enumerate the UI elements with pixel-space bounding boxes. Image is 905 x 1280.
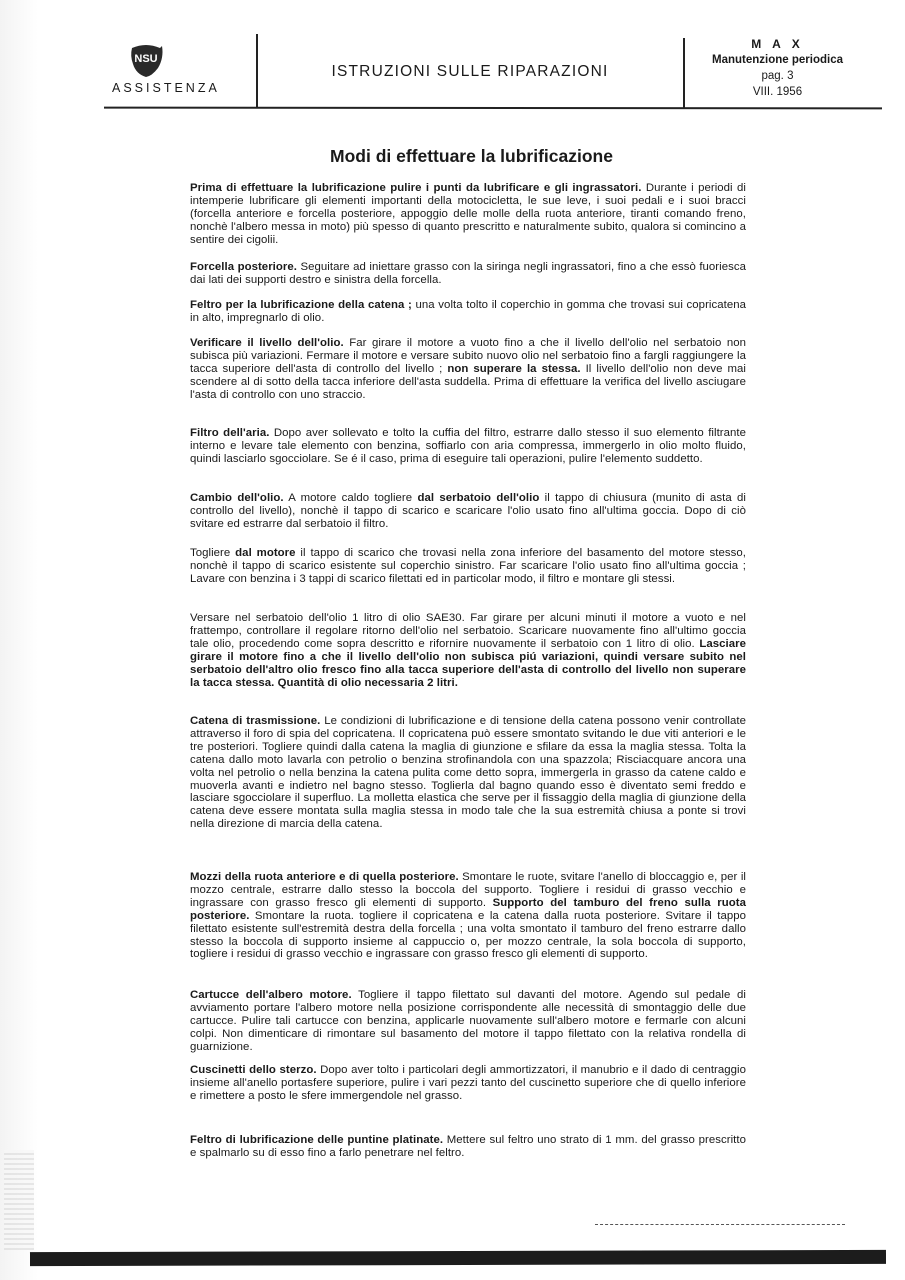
paragraph bbox=[190, 427, 746, 466]
paragraph-text: una volta tolto il coperchio in gomma che trovasi sui copricatena in alto, impregnarlo di olio. bbox=[190, 299, 746, 324]
header-title: ISTRUZIONI SULLE RIPARAZIONI bbox=[331, 63, 609, 80]
bold-heading-text: Mozzi della ruota anteriore e di quella posteriore. bbox=[190, 871, 459, 883]
header-divider bbox=[683, 38, 685, 108]
paragraph-text: Far girare il motore a vuoto fino a che il livello dell'olio nel serbatoio non subisca più variazioni. Fermare il motore e versare subito nuovo olio nel serbatoio fino a fargli raggiungere la tacca superiore dell'asta di controllo del livello ; bbox=[190, 337, 747, 375]
paragraph-text: Togliere il tappo filettato sul davanti del motore. Agendo sul pedale di avviamento portare l'albero motore nella posizione corrispondente alle necessità di smontaggio delle due cartucce. Pulire tali cartucce con benzina, applicarle nuovamente sull'albero motore e fermarle con alcuni colpi. Non dimenticare di rimontare sul basamento del motore il tappo filettato con la relativa rondella di guarnizione. bbox=[190, 989, 746, 1053]
bold-heading-text: Verificare il livello dell'olio. bbox=[190, 337, 344, 349]
bold-heading-text: Supporto del tamburo del freno sulla ruota posteriore. bbox=[190, 896, 746, 922]
bold-heading-text: Cuscinetti dello sterzo. bbox=[190, 1064, 317, 1076]
paragraph bbox=[190, 299, 746, 325]
paragraph bbox=[190, 871, 746, 961]
bold-heading-text: dal serbatoio dell'olio bbox=[417, 492, 540, 504]
scan-edge bbox=[0, 0, 38, 1280]
page-number: pag. 3 bbox=[761, 70, 794, 82]
paragraph bbox=[190, 1134, 746, 1160]
scan-bottom-edge bbox=[30, 1250, 886, 1266]
issue-date: VIII. 1956 bbox=[752, 86, 803, 98]
bold-heading-text: Cambio dell'olio. bbox=[190, 492, 284, 504]
paragraph-text: A motore caldo togliere bbox=[283, 492, 418, 504]
paragraph-text: Il livello dell'olio non deve mai scendere al di sotto della tacca inferiore dell'asta suddella. Prima di effettuare la verifica del livello asciugare l'asta di controllo con uno straccio. bbox=[190, 362, 746, 401]
paragraph bbox=[190, 547, 746, 586]
paragraph bbox=[190, 715, 746, 831]
bold-heading-text: Feltro per la lubrificazione della catena ; bbox=[190, 299, 412, 311]
paragraph-text: Mettere sul feltro uno strato di 1 mm. del grasso prescritto e spalmarlo su di esso fino a farlo penetrare nel feltro. bbox=[190, 1134, 746, 1159]
brand-label: ASSISTENZA bbox=[112, 81, 220, 95]
bold-heading-text: Forcella posteriore. bbox=[190, 261, 297, 273]
paragraph-text: Togliere bbox=[190, 547, 236, 559]
paragraph bbox=[190, 492, 746, 531]
header-divider bbox=[256, 34, 258, 108]
paragraph-text: Le condizioni di lubrificazione e di tensione della catena possono venir controllate attraverso il foro di spia del copricatena. Il copricatena può essere smontato svitando le due viti anteriori e le tre posteriori. Togliere quindi dalla catena la maglia di giunzione e sfilare da essa la maglia stessa. Tolta la catena dallo moto lavarla con petrolio o benzina strofinandola con una spazzola; Risciacquare ancora una volta nel petrolio o nella benzina la catena pulita come detto sopra, immergerla in grasso da catene caldo e muoverla avanti e indietro nel bagno stesso. Toglierla dal bagno quando esso è diventato semi freddo e lasciare sgocciolare il superfluo. La molletta elastica che serve per il fissaggio della maglia di giunzione della catena deve essere montata sulla maglia stessa in modo tale che la sua estremità chiusa a ponte si trovi nella direzione di marcia della catena. bbox=[190, 715, 746, 831]
paragraph-text: Dopo aver tolto i particolari degli ammortizzatori, il manubrio e il dado di centraggio insieme all'anello portasfere superiore, pulire i vari pezzi tanto del cuscinetto superiore che di quello inferiore e rimettere a posto le sfere immergendole nel grasso. bbox=[190, 1064, 747, 1102]
paragraph bbox=[190, 612, 746, 689]
paragraph-text: Dopo aver sollevato e tolto la cuffia del filtro, estrarre dallo stesso il suo elemento filtrante interno e levare tale elemento con benzina, soffiarlo con aria compressa, immergerlo in olio molto fluido, quindi lasciarlo sgocciolare. Se é il caso, prima di eseguire tali operazioni, pulire l'elemento suddetto. bbox=[190, 427, 746, 465]
bold-heading-text: dal motore bbox=[235, 547, 296, 559]
nsu-logo-icon bbox=[128, 42, 164, 78]
section-name: Manutenzione periodica bbox=[712, 54, 843, 66]
paragraph bbox=[190, 989, 746, 1054]
paragraph-text: il tappo di scarico che trovasi nella zona inferiore del basamento del motore stesso, nonchè il tappo di scarico esistente sul coperchio sinistro. Far scaricare l'olio usato fino all'ultima goccia ; Lavare con benzina i 3 tappi di scarico filettati ed in particolar modo, il filtro e montare gli stessi. bbox=[190, 547, 746, 585]
paragraph bbox=[190, 182, 746, 247]
paragraph-text: Versare nel serbatoio dell'olio 1 litro di olio SAE30. Far girare per alcuni minuti il motore a vuoto e nel frattempo, controllare il regolare ritorno dell'olio nel serbatoio. Scaricare nuovamente fino all'ultimo goccia tale olio, procedendo come sopra descritto e rifornire nuovamente il serbatoio con 1 litro di olio. bbox=[190, 612, 746, 650]
paragraph-text: Durante i periodi di intemperie lubrificare gli elementi importanti della motocicletta, le sue leve, i suoi pedali e i suoi bracci (forcella anteriore e forcella posteriore, appoggio delle molle della ruota anteriore, tiranti comando freno, nonchè l'albero messa in moto) più spesso di quanto prescritto e naturalmente subito, qualora si comincino a sentire dei cigolii. bbox=[190, 182, 746, 246]
bold-heading-text: Cartucce dell'albero motore. bbox=[190, 989, 352, 1001]
bold-heading-text: Prima di effettuare la lubrificazione pulire i punti da lubrificare e gli ingrassatori. bbox=[190, 182, 642, 194]
footer-dashed-rule bbox=[595, 1224, 845, 1225]
paragraph-text: Smontare la ruota. togliere il copricatena e la catena dalla ruota posteriore. Svitare il tappo filettato esistente sull'estremità destra della forcella ; una volta smontato il tamburo del freno estrarre dallo stesso la boccola di supporto insieme al cappuccio o, per mozzo centrale, la sola boccola di supporto, togliere i residui di grasso vecchio e ingrassare con grasso fresco gli elementi di supporto. bbox=[190, 909, 746, 961]
bold-heading-text: Filtro dell'aria. bbox=[190, 427, 270, 439]
header-meta bbox=[690, 36, 865, 100]
bold-heading-text: Catena di trasmissione. bbox=[190, 715, 321, 727]
document-title: Modi di effettuare la lubrificazione bbox=[330, 146, 613, 166]
paragraph bbox=[190, 1064, 746, 1103]
bold-heading-text: Feltro di lubrificazione delle puntine platinate. bbox=[190, 1134, 444, 1146]
header-rule bbox=[104, 107, 882, 110]
bold-heading-text: non superare la stessa. bbox=[447, 362, 581, 375]
paragraph-text: il tappo di chiusura (munito di asta di controllo del livello), nonchè il tappo di scarico e scaricare l'olio usato fino all'ultima goccia. Dopo di ciò svitare ed estrarre dal serbatoio il filtro. bbox=[190, 492, 746, 530]
model-name: M A X bbox=[751, 37, 804, 51]
paragraph-text: Smontare le ruote, svitare l'anello di bloccaggio e, per il mozzo centrale, estrarre dallo stesso la boccola del supporto. Togliere i residui di grasso vecchio e ingrassare con grasso fresco gli elementi di supporto. bbox=[190, 871, 746, 909]
paragraph bbox=[190, 261, 746, 287]
bold-heading-text: Lasciare girare il motore fino a che il livello dell'olio non subisca piú variazioni, quindi versare subito nel serbatoio dell'altro olio fresco fino alla tacca superiore dell'asta di controllo del livello non superare la tacca stessa. Quantità di olio necessaria 2 litri. bbox=[190, 637, 746, 689]
scan-artifact bbox=[4, 1150, 34, 1250]
svg-text:NSU: NSU bbox=[134, 53, 158, 65]
paragraph-text: Seguitare ad iniettare grasso con la siringa negli ingrassatori, fino a che essò fuoriesca dai lati dei supporti destro e sinistra della forcella. bbox=[190, 261, 746, 286]
paragraph bbox=[190, 337, 746, 402]
